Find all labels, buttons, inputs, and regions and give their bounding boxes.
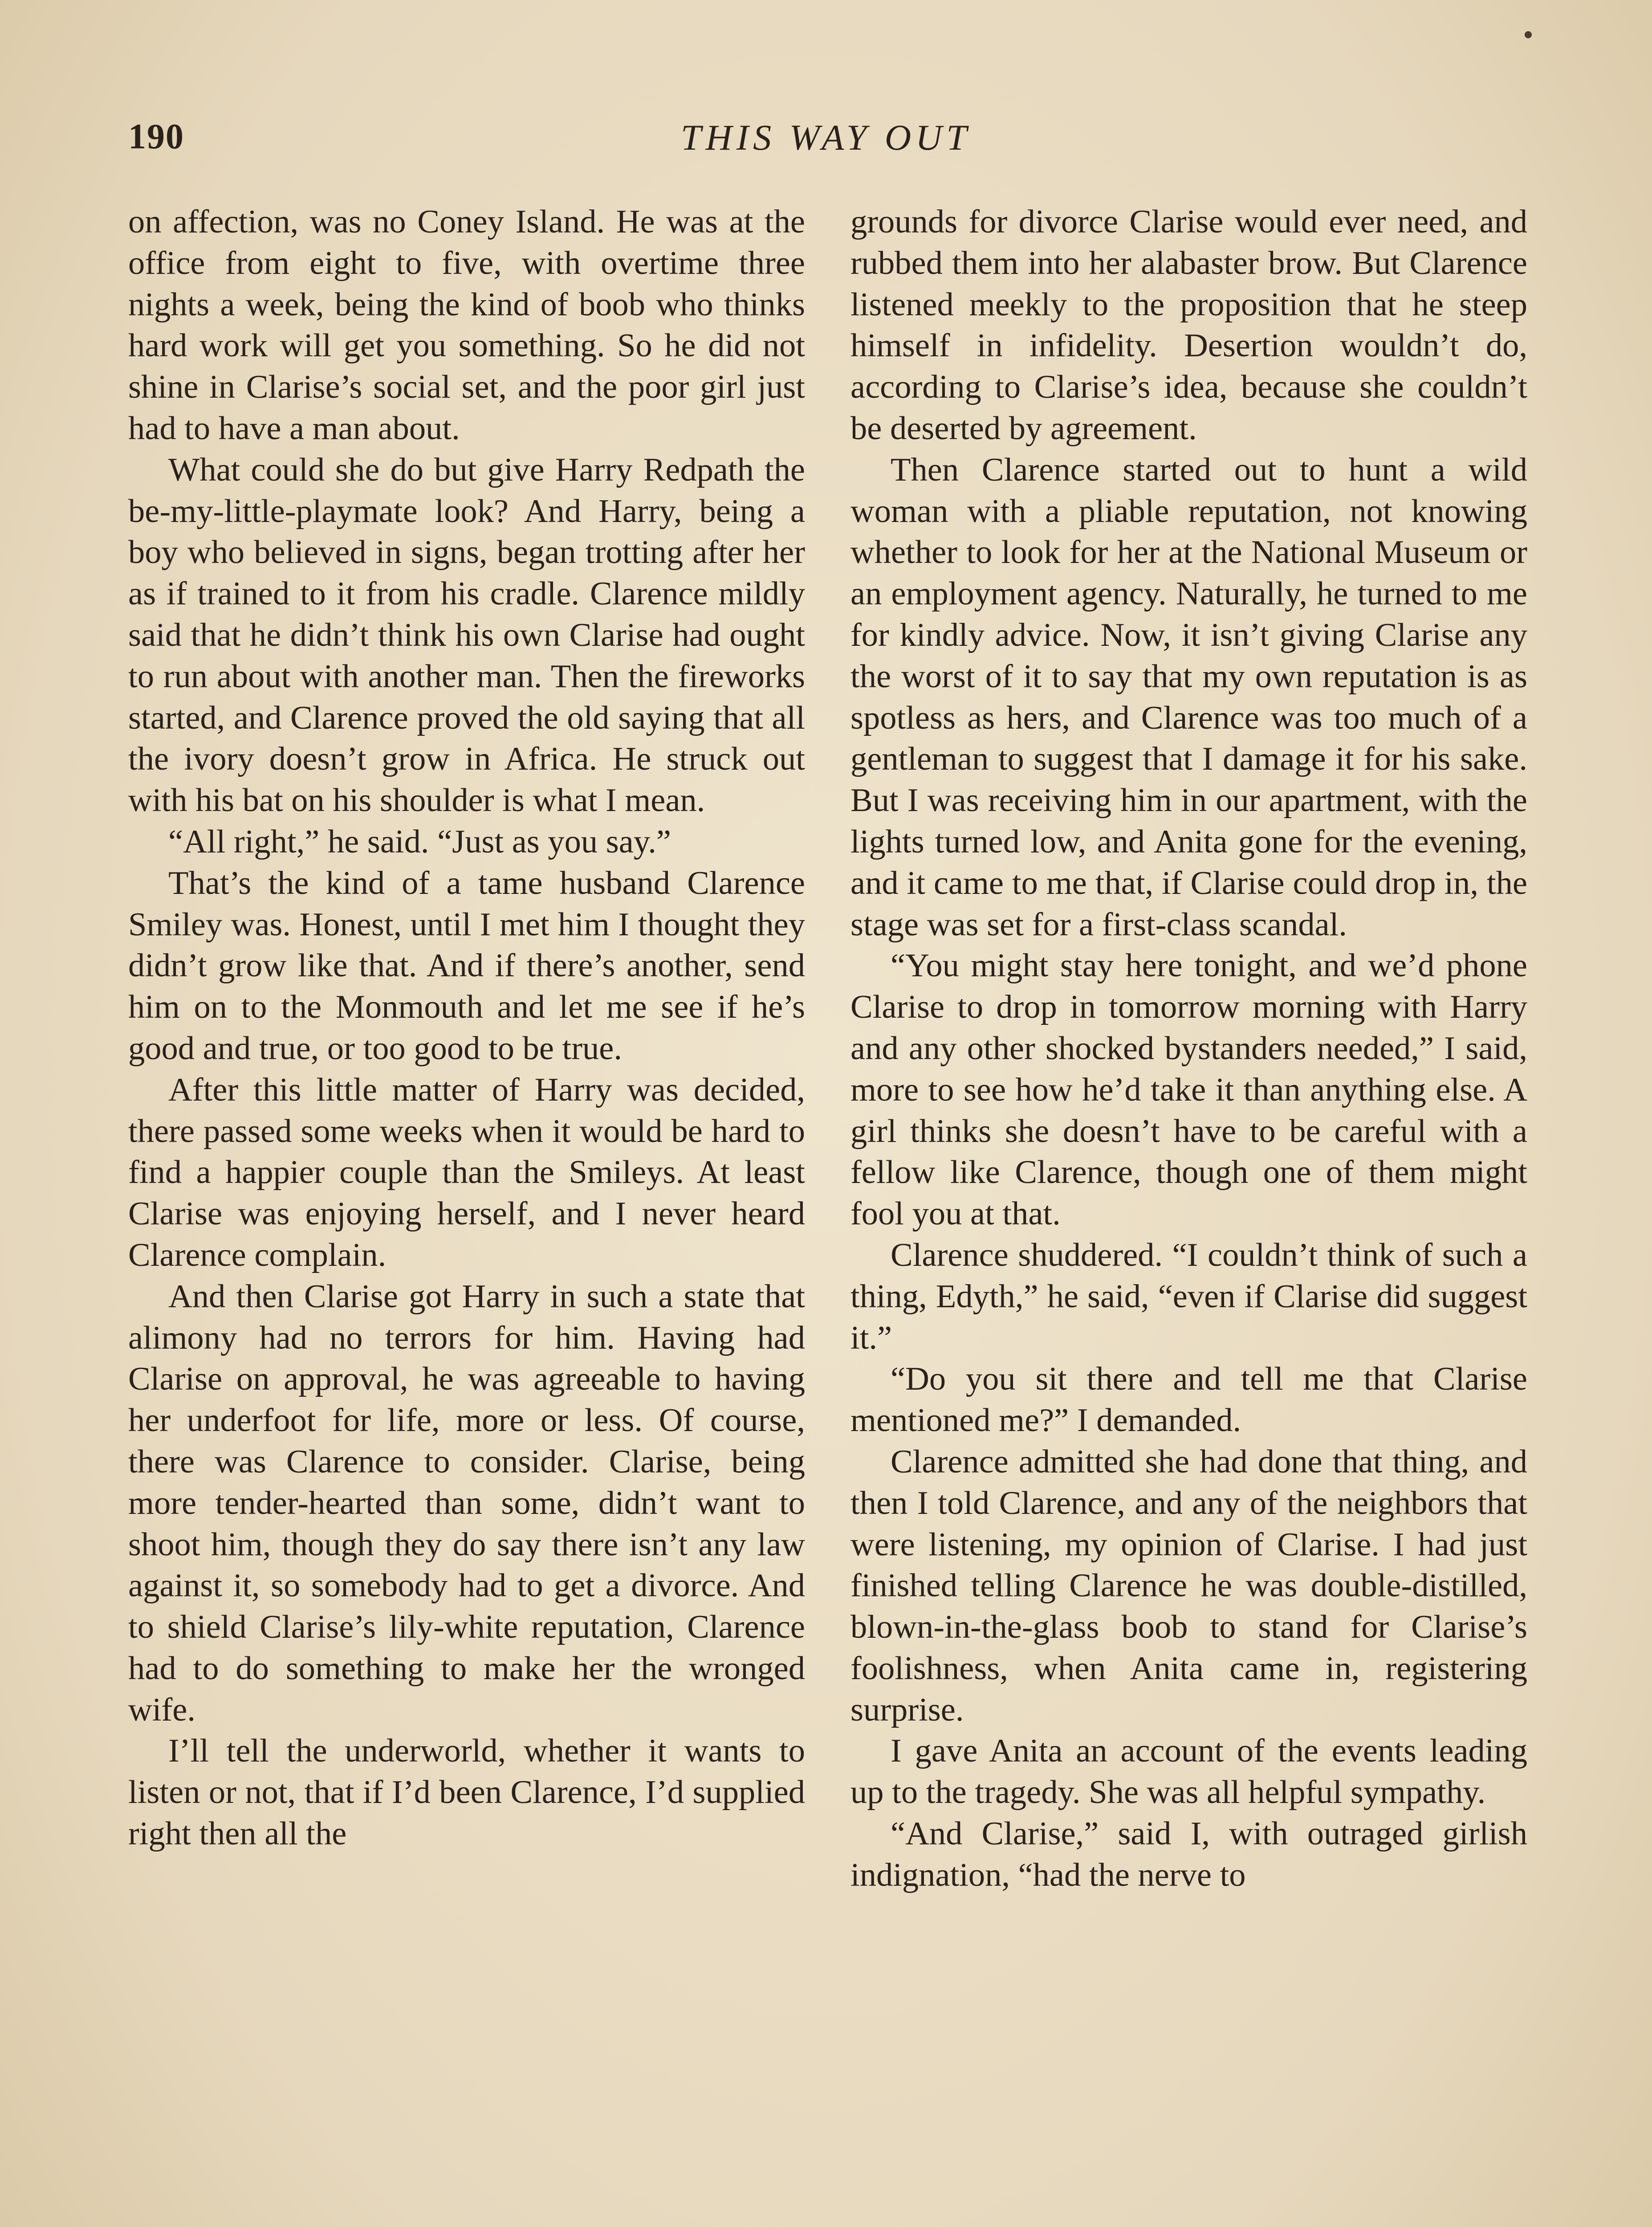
paragraph: Clarence shuddered. “I couldn’t think of such a thing, Edyth,” he said, “even if Clarise did suggest it.” [850,1236,1527,1356]
right-column [850,201,1527,1896]
paragraph: “You might stay here tonight, and we’d phone Clarise to drop in tomorrow morning with Harry and any other shocked bystanders needed,” I said, more to see how he’d take it than anything else. A girl thinks she doesn’t have to be careful with a fellow like Clarence, though one of them might fool you at that. [850,947,1527,1232]
paragraph: on affection, was no Coney Island. He was at the office from eight to five, with overtime three nights a week, being the kind of boob who thinks hard work will get you something. So he did not shine in Clarise’s social set, and the poor girl just had to have a man about. [128,204,805,447]
paragraph: “Do you sit there and tell me that Clarise mentioned me?” I demanded. [850,1361,1527,1439]
paragraph: And then Clarise got Harry in such a state that alimony had no terrors for him. Having had Clarise on approval, he was agreeable to having her underfoot for life, more or less. Of course, there was Clarence to consider. Clarise, being more tender-hearted than some, didn’t want to shoot him, though they do say there isn’t any law against it, so somebody had to get a divorce. And to shield Clarise’s lily-white reputation, Clarence had to do something to make her the wronged wife. [128,1278,805,1728]
paragraph: After this little matter of Harry was decided, there passed some weeks when it would be hard to find a happier couple than the Smileys. At least Clarise was enjoying herself, and I never heard Clarence complain. [128,1071,805,1273]
left-column [128,201,805,1855]
page-number: 190 [128,117,184,156]
paragraph: “All right,” he said. “Just as you say.” [168,823,671,860]
ink-speck [1525,31,1532,38]
paragraph: “And Clarise,” said I, with outraged girlish indignation, “had the nerve to [850,1815,1527,1893]
paragraph: grounds for divorce Clarise would ever need, and rubbed them into her alabaster brow. But Clarence listened meekly to the proposition that he steep himself in infidelity. Desertion wouldn’t do, according to Clarise’s idea, because she couldn’t be deserted by agreement. [850,204,1527,447]
paragraph: That’s the kind of a tame husband Clarence Smiley was. Honest, until I met him I thought they didn’t grow like that. And if there’s another, send him on to the Monmouth and let me see if he’s good and true, or too good to be true. [128,865,805,1067]
paragraph: What could she do but give Harry Redpath the be-my-little-playmate look? And Harry, being a boy who believed in signs, began trotting after her as if trained to it from his cradle. Clarence mildly said that he didn’t think his own Clarise had ought to run about with another man. Then the fireworks started, and Clarence proved the old saying that all the ivory doesn’t grow in Africa. He struck out with his bat on his shoulder is what I mean. [128,451,805,819]
paragraph: I’ll tell the underworld, whether it wants to listen or not, that if I’d been Clarence, I’d supplied right then all the [128,1733,805,1852]
paragraph: Clarence admitted she had done that thing, and then I told Clarence, and any of the neighbors that were listening, my opinion of Clarise. I had just finished telling Clarence he was double-distilled, blown-in-the-glass boob to stand for Clarise’s foolishness, when Anita came in, registering surprise. [850,1443,1527,1728]
paragraph: Then Clarence started out to hunt a wild woman with a pliable reputation, not knowing whether to look for her at the National Museum or an employment agency. Naturally, he turned to me for kindly advice. Now, it isn’t giving Clarise any the worst of it to say that my own reputation is as spotless as hers, and Clarence was too much of a gentleman to suggest that I damage it for his sake. But I was receiving him in our apartment, with the lights turned low, and Anita gone for the evening, and it came to me that, if Clarise could drop in, the stage was set for a first-class scandal. [850,451,1527,943]
running-title: THIS WAY OUT [681,117,971,158]
paragraph: I gave Anita an account of the events leading up to the tragedy. She was all helpful sympathy. [850,1733,1527,1811]
